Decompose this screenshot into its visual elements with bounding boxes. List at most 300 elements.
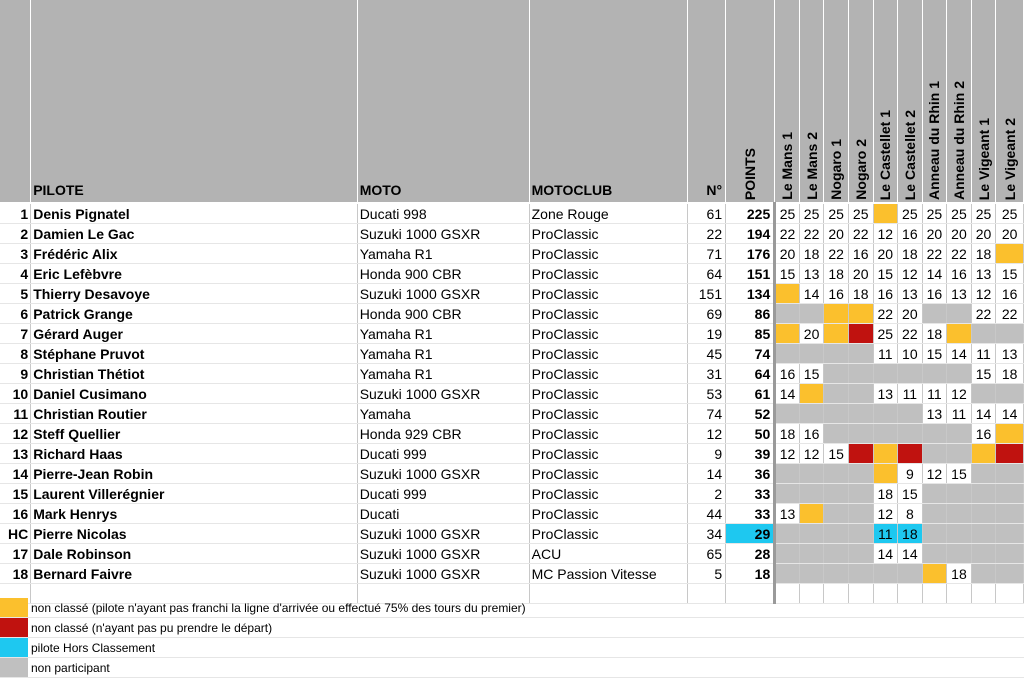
race-result-cell [799,544,824,564]
race-result-cell: 25 [824,203,849,224]
moto-cell: Suzuki 1000 GSXR [357,524,529,544]
rank-cell: 1 [0,203,31,224]
race-result-cell: 16 [996,284,1024,304]
race-result-cell: 14 [922,264,947,284]
race-result-cell: 10 [898,344,923,364]
race-result-cell: 12 [873,504,898,524]
number-cell: 45 [688,344,726,364]
moto-cell: Ducati [357,504,529,524]
race-result-cell: 22 [947,244,972,264]
pilote-cell: Frédéric Alix [31,244,357,264]
points-cell: 74 [726,344,775,364]
race-result-cell [971,384,996,404]
race-result-cell: 11 [947,404,972,424]
points-cell: 151 [726,264,775,284]
race-result-cell: 16 [922,284,947,304]
points-header-cell [726,0,775,203]
motoclub-cell: ProClassic [529,524,688,544]
race-result-cell: 18 [996,364,1024,384]
race-result-cell: 16 [848,244,873,264]
race-result-cell [848,444,873,464]
moto-cell: Yamaha R1 [357,364,529,384]
rank-cell: 3 [0,244,31,264]
race-result-cell [996,444,1024,464]
race-result-cell [898,444,923,464]
rank-cell: 7 [0,324,31,344]
race-result-cell: 18 [848,284,873,304]
motoclub-cell: ACU [529,544,688,564]
rank-cell: 9 [0,364,31,384]
race-result-cell: 20 [898,304,923,324]
race-result-cell [824,504,849,524]
race-result-cell [922,484,947,504]
race-result-cell: 22 [971,304,996,324]
race-result-cell [799,404,824,424]
table-row [0,264,1024,284]
race-result-cell [824,524,849,544]
points-header: POINTS [742,147,759,200]
pilote-cell: Steff Quellier [31,424,357,444]
motoclub-cell: Zone Rouge [529,203,688,224]
race-result-cell [971,524,996,544]
moto-cell: Yamaha R1 [357,344,529,364]
race-result-cell: 13 [898,284,923,304]
race-result-cell [922,564,947,584]
table-row [0,384,1024,404]
race-result-cell: 14 [898,544,923,564]
pilote-cell: Christian Thétiot [31,364,357,384]
moto-cell: Honda 929 CBR [357,424,529,444]
race-result-cell: 20 [775,244,800,264]
number-cell: 53 [688,384,726,404]
race-result-cell [947,484,972,504]
motoclub-cell: ProClassic [529,364,688,384]
rank-cell: 12 [0,424,31,444]
table-row [0,424,1024,444]
motoclub-cell: ProClassic [529,264,688,284]
race-result-cell [848,544,873,564]
table-row [0,564,1024,584]
race-result-cell [971,324,996,344]
race-result-cell [775,404,800,424]
race-result-cell [848,384,873,404]
pilote-cell: Bernard Faivre [31,564,357,584]
race-result-cell: 18 [971,244,996,264]
race-result-cell [996,324,1024,344]
race-result-cell [873,564,898,584]
race-result-cell [996,384,1024,404]
motoclub-cell: ProClassic [529,244,688,264]
moto-cell: Suzuki 1000 GSXR [357,384,529,404]
race-result-cell [971,484,996,504]
race-result-cell: 18 [898,524,923,544]
race-result-cell: 15 [775,264,800,284]
race-result-cell: 12 [775,444,800,464]
race-result-cell: 22 [775,224,800,244]
race-result-cell [799,504,824,524]
race-result-cell: 22 [898,324,923,344]
race-result-cell [824,484,849,504]
number-header: N° [688,0,726,203]
legend-label: non classé (n'ayant pas pu prendre le départ) [31,620,273,635]
legend-label: non participant [31,660,110,675]
race-result-cell [996,464,1024,484]
points-cell: 86 [726,304,775,324]
points-cell: 176 [726,244,775,264]
legend-item [0,658,1024,678]
race-result-cell [775,324,800,344]
race-result-cell: 13 [947,284,972,304]
race-result-cell [873,203,898,224]
race-result-cell [824,544,849,564]
race-result-cell: 25 [848,203,873,224]
race-result-cell: 13 [775,504,800,524]
race-result-cell: 12 [947,384,972,404]
table-row [0,304,1024,324]
race-result-cell [775,564,800,584]
pilote-cell: Dale Robinson [31,544,357,564]
race-result-cell: 11 [873,524,898,544]
race-result-cell [873,444,898,464]
race-result-cell: 12 [922,464,947,484]
pilote-cell: Damien Le Gac [31,224,357,244]
race-result-cell: 13 [996,344,1024,364]
race-result-cell: 11 [898,384,923,404]
points-cell: 50 [726,424,775,444]
race-result-cell [775,524,800,544]
race-result-cell: 14 [873,544,898,564]
points-cell: 52 [726,404,775,424]
race-result-cell [996,544,1024,564]
race-result-cell: 12 [799,444,824,464]
race-result-cell [848,404,873,424]
race-result-cell: 25 [947,203,972,224]
race-result-cell: 20 [873,244,898,264]
race-result-cell [775,544,800,564]
number-cell: 34 [688,524,726,544]
pilote-cell: Patrick Grange [31,304,357,324]
rank-cell: 10 [0,384,31,404]
race-result-cell [799,344,824,364]
race-result-cell: 22 [848,224,873,244]
number-cell: 31 [688,364,726,384]
race-result-cell [799,564,824,584]
table-row [0,224,1024,244]
race-result-cell [922,304,947,324]
race-header-8: Anneau du Rhin 2 [947,0,972,203]
race-result-cell [922,524,947,544]
moto-cell: Ducati 998 [357,203,529,224]
header-row [0,0,1024,203]
race-result-cell [996,484,1024,504]
moto-cell: Ducati 999 [357,484,529,504]
pilote-cell: Eric Lefèbvre [31,264,357,284]
race-result-cell [947,444,972,464]
table-row [0,484,1024,504]
race-result-cell [848,524,873,544]
race-header-2: Le Mans 2 [799,0,824,203]
points-cell: 39 [726,444,775,464]
legend [0,598,1024,678]
motoclub-cell: ProClassic [529,284,688,304]
points-cell: 61 [726,384,775,404]
rank-cell: 8 [0,344,31,364]
rank-cell: 6 [0,304,31,324]
race-result-cell: 20 [824,224,849,244]
race-result-cell [775,284,800,304]
motoclub-cell: ProClassic [529,324,688,344]
rank-cell: 11 [0,404,31,424]
race-result-cell [848,504,873,524]
race-result-cell [922,424,947,444]
moto-cell: Ducati 999 [357,444,529,464]
points-cell: 18 [726,564,775,584]
race-result-cell [922,444,947,464]
race-result-cell [971,544,996,564]
race-result-cell: 20 [799,324,824,344]
race-result-cell: 12 [971,284,996,304]
race-result-cell [971,464,996,484]
rank-cell: 17 [0,544,31,564]
race-result-cell [824,344,849,364]
race-result-cell: 13 [971,264,996,284]
race-result-cell: 25 [922,203,947,224]
race-result-cell: 18 [799,244,824,264]
table-row [0,524,1024,544]
race-result-cell: 20 [971,224,996,244]
race-result-cell [775,304,800,324]
race-result-cell [799,524,824,544]
number-cell: 2 [688,484,726,504]
race-result-cell: 13 [873,384,898,404]
race-result-cell [898,564,923,584]
moto-cell: Yamaha R1 [357,324,529,344]
pilote-cell: Thierry Desavoye [31,284,357,304]
motoclub-cell: ProClassic [529,304,688,324]
race-result-cell [947,304,972,324]
race-result-cell [996,564,1024,584]
race-result-cell: 22 [996,304,1024,324]
race-result-cell [848,484,873,504]
table-row [0,464,1024,484]
number-cell: 12 [688,424,726,444]
legend-label: non classé (pilote n'ayant pas franchi la ligne d'arrivée ou effectué 75% des tours du premier) [31,600,526,615]
table-row [0,203,1024,224]
race-result-cell [848,424,873,444]
race-result-cell [898,424,923,444]
race-result-cell: 25 [898,203,923,224]
race-result-cell: 11 [971,344,996,364]
pilote-cell: Laurent Villerégnier [31,484,357,504]
motoclub-cell: ProClassic [529,484,688,504]
race-result-cell [971,444,996,464]
race-result-cell [922,544,947,564]
race-result-cell: 15 [898,484,923,504]
motoclub-cell: ProClassic [529,444,688,464]
pilote-cell: Mark Henrys [31,504,357,524]
legend-swatch [0,598,28,617]
pilote-cell: Pierre Nicolas [31,524,357,544]
motoclub-cell: ProClassic [529,504,688,524]
motoclub-cell: MC Passion Vitesse [529,564,688,584]
race-result-cell: 15 [824,444,849,464]
legend-swatch [0,638,28,657]
rank-cell: 14 [0,464,31,484]
race-result-cell [947,324,972,344]
pilote-cell: Pierre-Jean Robin [31,464,357,484]
race-result-cell [824,384,849,404]
race-result-cell: 25 [873,324,898,344]
race-header-6: Le Castellet 2 [898,0,923,203]
race-result-cell: 15 [873,264,898,284]
motoclub-cell: ProClassic [529,384,688,404]
race-header-1: Le Mans 1 [775,0,800,203]
race-result-cell [873,364,898,384]
number-cell: 14 [688,464,726,484]
race-header-9: Le Vigeant 1 [971,0,996,203]
motoclub-header: MOTOCLUB [529,0,688,203]
number-cell: 64 [688,264,726,284]
race-result-cell: 11 [873,344,898,364]
points-cell: 194 [726,224,775,244]
motoclub-cell: ProClassic [529,224,688,244]
points-cell: 64 [726,364,775,384]
race-result-cell: 15 [799,364,824,384]
race-result-cell [775,464,800,484]
race-result-cell [947,524,972,544]
race-result-cell [775,484,800,504]
pilote-cell: Gérard Auger [31,324,357,344]
pilote-cell: Daniel Cusimano [31,384,357,404]
race-result-cell: 18 [922,324,947,344]
moto-cell: Suzuki 1000 GSXR [357,464,529,484]
rank-header [0,0,31,203]
race-result-cell: 14 [799,284,824,304]
race-result-cell [848,464,873,484]
race-result-cell [947,364,972,384]
race-result-cell [824,364,849,384]
pilote-cell: Richard Haas [31,444,357,464]
race-result-cell: 22 [799,224,824,244]
points-cell: 28 [726,544,775,564]
race-result-cell [775,344,800,364]
rank-cell: 13 [0,444,31,464]
race-header-10: Le Vigeant 2 [996,0,1024,203]
number-cell: 151 [688,284,726,304]
race-result-cell [799,464,824,484]
race-result-cell [824,324,849,344]
moto-cell: Honda 900 CBR [357,264,529,284]
moto-cell: Suzuki 1000 GSXR [357,544,529,564]
legend-item [0,598,1024,618]
rank-cell: 15 [0,484,31,504]
race-result-cell [971,564,996,584]
number-cell: 44 [688,504,726,524]
number-cell: 74 [688,404,726,424]
race-result-cell: 22 [824,244,849,264]
race-result-cell: 15 [947,464,972,484]
moto-cell: Suzuki 1000 GSXR [357,284,529,304]
pilote-cell: Christian Routier [31,404,357,424]
race-header-3: Nogaro 1 [824,0,849,203]
table-row [0,544,1024,564]
race-result-cell [848,564,873,584]
points-cell: 29 [726,524,775,544]
moto-header: MOTO [357,0,529,203]
rank-cell: 4 [0,264,31,284]
motoclub-cell: ProClassic [529,464,688,484]
race-result-cell: 18 [873,484,898,504]
race-result-cell: 9 [898,464,923,484]
race-result-cell [848,304,873,324]
race-result-cell [799,484,824,504]
race-result-cell: 8 [898,504,923,524]
race-result-cell [922,504,947,524]
race-result-cell [824,304,849,324]
pilote-header: PILOTE [31,0,357,203]
moto-cell: Yamaha R1 [357,244,529,264]
race-result-cell [873,404,898,424]
race-result-cell [799,384,824,404]
number-cell: 19 [688,324,726,344]
points-cell: 36 [726,464,775,484]
race-result-cell: 25 [799,203,824,224]
legend-item [0,638,1024,658]
race-result-cell: 18 [824,264,849,284]
race-result-cell [996,244,1024,264]
race-result-cell [824,424,849,444]
legend-swatch [0,618,28,637]
points-cell: 33 [726,484,775,504]
table-row [0,444,1024,464]
race-result-cell: 15 [996,264,1024,284]
race-result-cell: 25 [971,203,996,224]
race-result-cell: 25 [996,203,1024,224]
race-result-cell: 14 [947,344,972,364]
race-result-cell: 18 [947,564,972,584]
race-result-cell: 14 [996,404,1024,424]
motoclub-cell: ProClassic [529,424,688,444]
race-result-cell [947,504,972,524]
points-cell: 134 [726,284,775,304]
number-cell: 61 [688,203,726,224]
race-result-cell [848,364,873,384]
race-result-cell [848,344,873,364]
race-result-cell: 18 [775,424,800,444]
race-result-cell [824,464,849,484]
race-result-cell: 20 [922,224,947,244]
race-result-cell: 20 [996,224,1024,244]
race-result-cell [848,324,873,344]
table-row [0,364,1024,384]
race-result-cell: 15 [922,344,947,364]
race-result-cell: 20 [947,224,972,244]
race-result-cell [873,424,898,444]
race-result-cell: 12 [873,224,898,244]
table-row [0,404,1024,424]
legend-label: pilote Hors Classement [31,640,156,655]
race-header-5: Le Castellet 1 [873,0,898,203]
race-result-cell: 16 [775,364,800,384]
race-result-cell [996,524,1024,544]
pilote-cell: Stéphane Pruvot [31,344,357,364]
legend-item [0,618,1024,638]
number-cell: 9 [688,444,726,464]
points-cell: 85 [726,324,775,344]
race-result-cell: 22 [873,304,898,324]
race-result-cell: 16 [799,424,824,444]
race-result-cell [898,364,923,384]
